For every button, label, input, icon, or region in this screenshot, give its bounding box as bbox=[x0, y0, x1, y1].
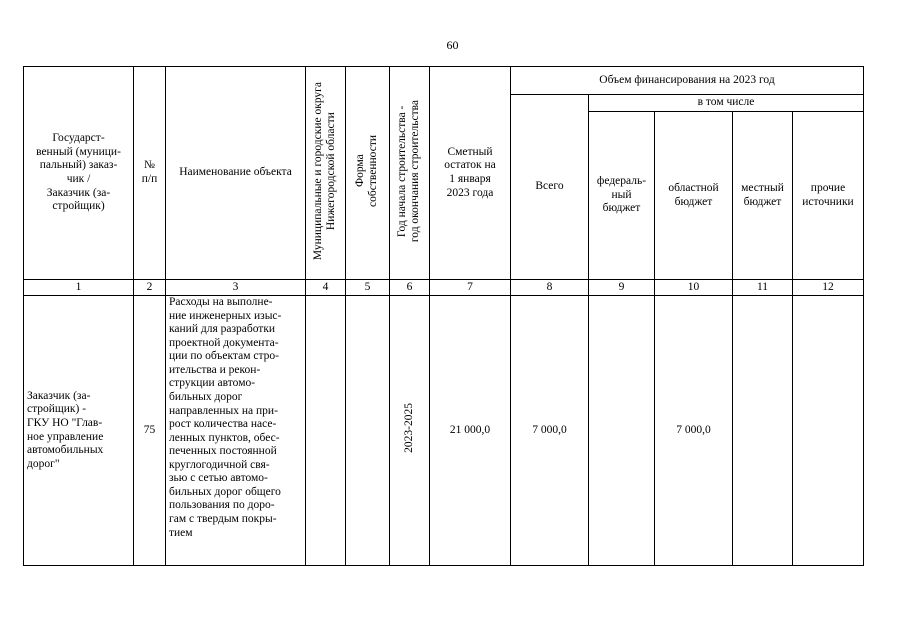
row-estimate: 21 000,0 bbox=[430, 296, 511, 566]
row-years-text: 2023-2025 bbox=[402, 403, 415, 454]
row-ownership bbox=[346, 296, 390, 566]
column-number: 8 bbox=[511, 280, 589, 296]
header-customer: Государст- венный (муници- пальный) заказ- чик / Заказчик (за- стройщик) bbox=[24, 67, 134, 280]
row-object-name: Расходы на выполне- ние инженерных изыс- каний для разработки проектной документа- ции по объектам стро- ительства и рекон- струкции автомо- бильных дорог направленных на при- рост количества насе- ленных пунктов, обес- печенных постоянной круглогодичной свя- зью с сетью автомо- бильных дорог общего пользования по доро- гам с твердым покры- тием bbox=[166, 296, 306, 566]
header-federal: федераль- ный бюджет bbox=[589, 112, 655, 280]
row-federal bbox=[589, 296, 655, 566]
header-regional: областной бюджет bbox=[655, 112, 733, 280]
table-row bbox=[24, 296, 864, 566]
column-number: 3 bbox=[166, 280, 306, 296]
page-number: 60 bbox=[446, 38, 459, 52]
row-municipality bbox=[306, 296, 346, 566]
column-number: 10 bbox=[655, 280, 733, 296]
header-municipality-text: Муниципальные и городские округа Нижегородской области bbox=[312, 81, 338, 260]
column-number: 6 bbox=[390, 280, 430, 296]
header-object-name: Наименование объекта bbox=[166, 67, 306, 280]
header-funding-group: Объем финансирования на 2023 год bbox=[511, 67, 864, 95]
column-number: 4 bbox=[306, 280, 346, 296]
header-municipality bbox=[306, 67, 346, 280]
header-including: в том числе bbox=[589, 95, 864, 112]
header-ownership-text: Форма собственности bbox=[354, 134, 380, 207]
header-ownership bbox=[346, 67, 390, 280]
header-estimate: Сметный остаток на 1 января 2023 года bbox=[430, 67, 511, 280]
row-customer: Заказчик (за- стройщик) - ГКУ НО "Глав- ное управление автомобильных дорог" bbox=[24, 296, 134, 566]
column-number-row bbox=[24, 280, 864, 296]
header-number: № п/п bbox=[134, 67, 166, 280]
row-total: 7 000,0 bbox=[511, 296, 589, 566]
header-local: местный бюджет bbox=[733, 112, 793, 280]
column-number: 12 bbox=[793, 280, 864, 296]
financing-table bbox=[23, 66, 864, 566]
header-years-text: Год начала строительства - год окончания строительства bbox=[396, 99, 422, 242]
row-years bbox=[390, 296, 430, 566]
column-number: 2 bbox=[134, 280, 166, 296]
row-regional: 7 000,0 bbox=[655, 296, 733, 566]
column-number: 7 bbox=[430, 280, 511, 296]
row-other bbox=[793, 296, 864, 566]
row-number: 75 bbox=[134, 296, 166, 566]
header-other: прочие источники bbox=[793, 112, 864, 280]
row-local bbox=[733, 296, 793, 566]
header-years bbox=[390, 67, 430, 280]
column-number: 1 bbox=[24, 280, 134, 296]
column-number: 9 bbox=[589, 280, 655, 296]
column-number: 11 bbox=[733, 280, 793, 296]
column-number: 5 bbox=[346, 280, 390, 296]
header-total: Всего bbox=[511, 95, 589, 280]
